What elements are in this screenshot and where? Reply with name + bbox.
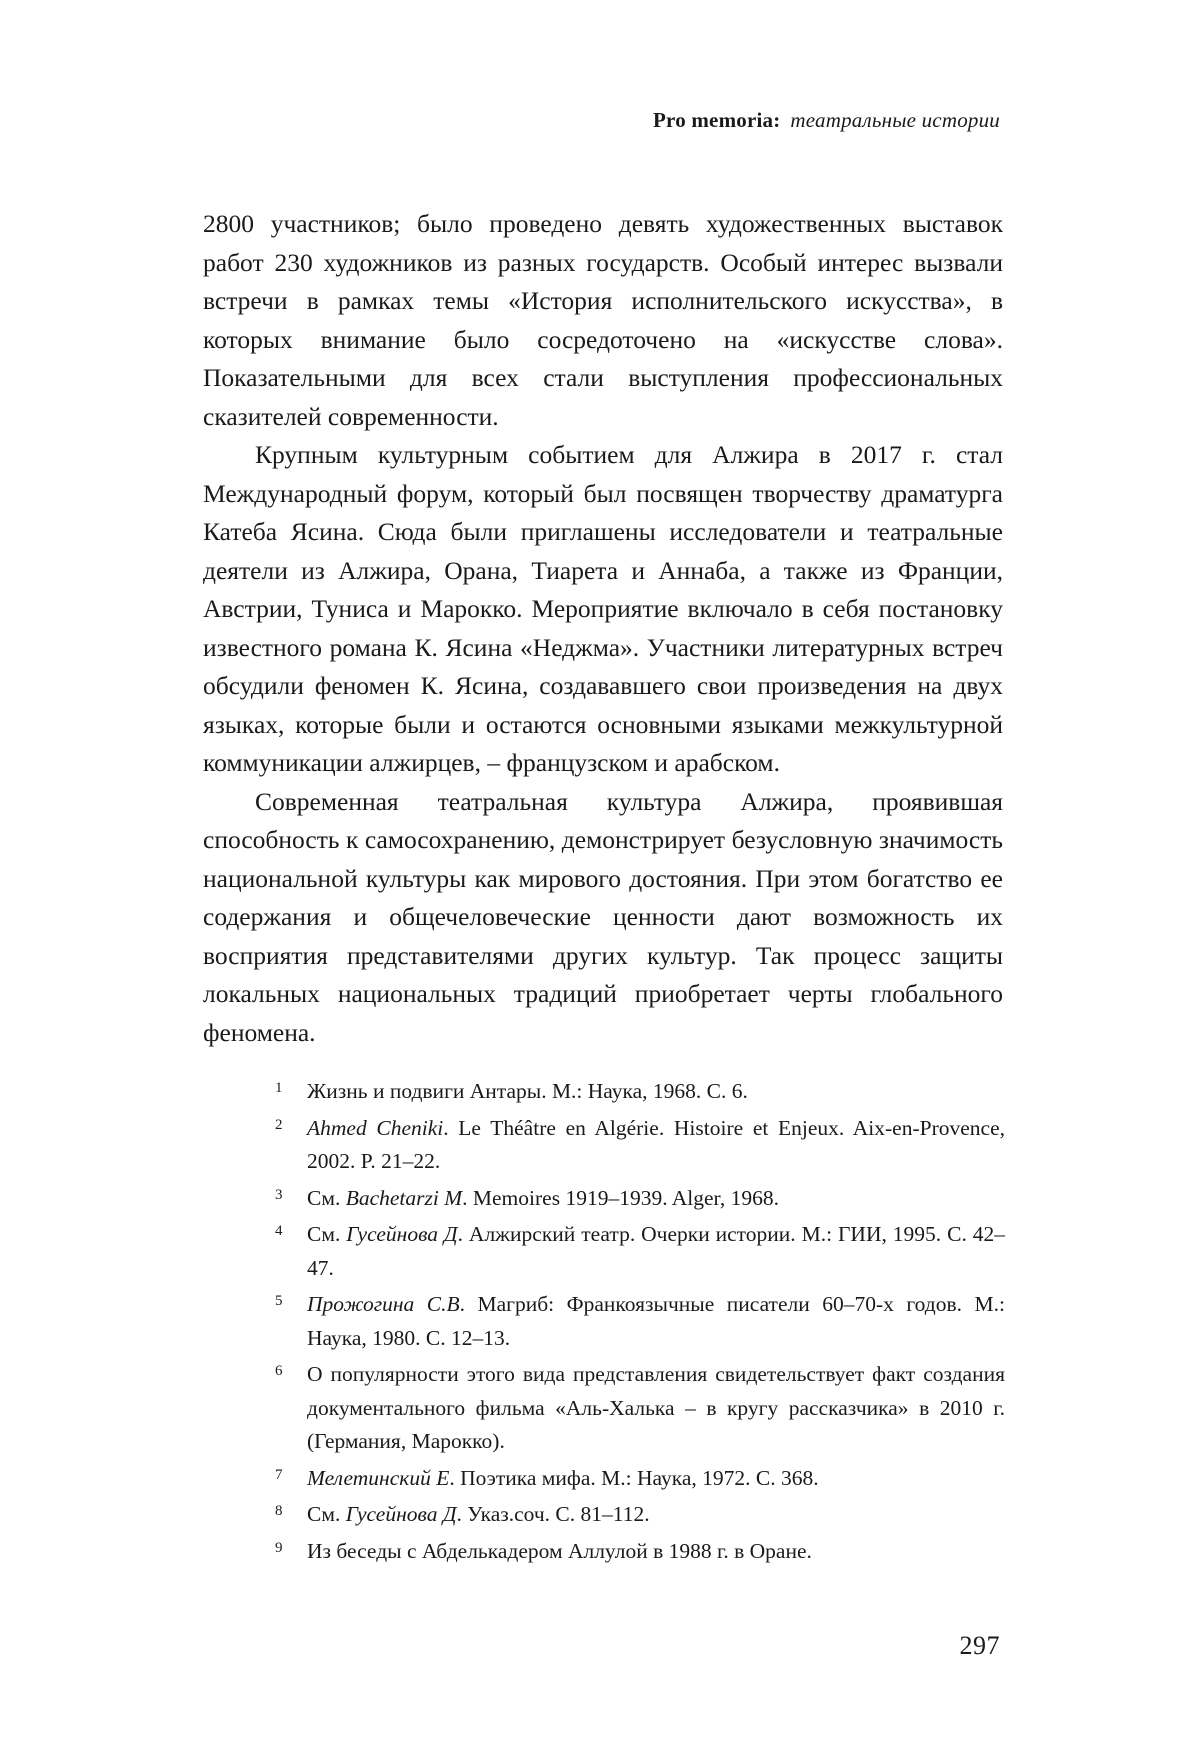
footnote-item	[275, 1498, 1005, 1532]
footnote-text	[307, 1462, 1005, 1496]
running-header-subtitle: театральные истории	[790, 108, 1000, 132]
footnote-author: Прожогина С.В	[307, 1292, 460, 1316]
footnote-text	[307, 1288, 1005, 1355]
footnote-number: 3	[275, 1186, 283, 1203]
footnote-author: Bachetarzi M	[345, 1185, 463, 1210]
footnote-text	[307, 1358, 1005, 1459]
footnote-text-main: . Алжирский театр. Очерки истории. М.: ГИИ, 1995. С. 42–47.	[307, 1222, 1005, 1280]
footnote-number: 2	[275, 1116, 283, 1133]
footnote-text-main: Жизнь и подвиги Антары. М.: Наука, 1968. С. 6.	[307, 1079, 748, 1103]
footnote-item	[275, 1288, 1005, 1355]
running-header-title: Pro memoria:	[653, 108, 781, 132]
footnote-text-main: О популярности этого вида представления свидетельствует факт создания документального фильма «Аль-Халька – в кругу рассказчика» в 2010 г. (Германия, Марокко).	[307, 1362, 1005, 1453]
footnote-text-main: . Le Théâtre en Algérie. Histoire et Enjeux. Aix-en-Provence, 2002. P. 21–22.	[307, 1115, 1005, 1173]
footnote-number: 6	[275, 1363, 283, 1379]
footnote-number: 4	[275, 1223, 283, 1239]
footnote-item	[275, 1535, 1005, 1569]
running-header	[653, 108, 1000, 133]
paragraph: 2800 участников; было проведено девять художественных выставок работ 230 художников из разных государств. Особый интерес вызвали встречи в рамках темы «История исполнительского искусства», в которых внимание было сосредоточено на «искусстве слова». Показательными для всех стали выступления профессиональных сказителей современности.	[203, 209, 1003, 431]
paragraph: Крупным культурным событием для Алжира в 2017 г. стал Международный форум, который был посвящен творчеству драматурга Катеба Ясина. Сюда были приглашены исследователи и театральные деятели из Алжира, Орана, Тиарета и Аннаба, а также из Франции, Австрии, Туниса и Марокко. Мероприятие включало в себя постановку известного романа К. Ясина «Неджма». Участники литературных встреч обсудили феномен К. Ясина, создававшего свои произведения на двух языках, которые были и остаются основными языками межкультурной коммуникации алжирцев, – французском и арабском.	[203, 440, 1003, 777]
footnote-number: 8	[275, 1503, 283, 1519]
footnote-text-main: . Магриб: Франкоязычные писатели 60–70-х годов. М.: Наука, 1980. С. 12–13.	[307, 1292, 1005, 1350]
page-number: 297	[959, 1631, 1000, 1660]
footnote-text-main: Из беседы с Абделькадером Аллулой в 1988 г. в Оране.	[307, 1538, 812, 1563]
footnote-text	[307, 1218, 1005, 1285]
footnote-prefix: См.	[307, 1502, 346, 1526]
footnote-author: Мелетинский Е	[307, 1465, 450, 1490]
footnote-number: 5	[275, 1293, 283, 1309]
footnote-prefix: См.	[307, 1185, 346, 1210]
footnote-list	[275, 1075, 1005, 1571]
footnote-text	[307, 1498, 1005, 1532]
footnote-item	[275, 1462, 1005, 1496]
footnote-number: 1	[275, 1080, 283, 1096]
footnote-text	[307, 1182, 1005, 1216]
footnote-prefix: См.	[307, 1222, 347, 1246]
footnote-text-main: . Указ.соч. С. 81–112.	[456, 1502, 650, 1526]
footnote-number: 7	[275, 1466, 283, 1483]
footnote-text-main: . Поэтика мифа. М.: Наука, 1972. С. 368.	[449, 1465, 819, 1490]
footnote-text	[307, 1112, 1005, 1179]
paragraph: Современная театральная культура Алжира, проявившая способность к самосохранению, демонстрирует безусловную значимость национальной культуры как мирового достояния. При этом богатство ее содержания и общечеловеческие ценности дают возможность их восприятия представителями других культур. Так процесс защиты локальных национальных традиций приобретает черты глобального феномена.	[203, 786, 1003, 1047]
footnote-item	[275, 1112, 1005, 1179]
footnote-item	[275, 1075, 1005, 1109]
body-text	[203, 205, 1003, 1052]
footnote-number: 9	[275, 1539, 283, 1556]
footnote-text	[307, 1075, 1005, 1109]
footnote-author: Ahmed Cheniki	[307, 1115, 444, 1140]
footnote-text-main: . Memoires 1919–1939. Alger, 1968.	[462, 1185, 779, 1210]
footnote-author: Гусейнова Д	[345, 1502, 457, 1526]
footnote-item	[275, 1358, 1005, 1459]
footnote-item	[275, 1218, 1005, 1285]
footnote-author: Гусейнова Д	[346, 1222, 458, 1246]
footnote-item	[275, 1182, 1005, 1216]
footnote-text	[307, 1535, 1005, 1569]
